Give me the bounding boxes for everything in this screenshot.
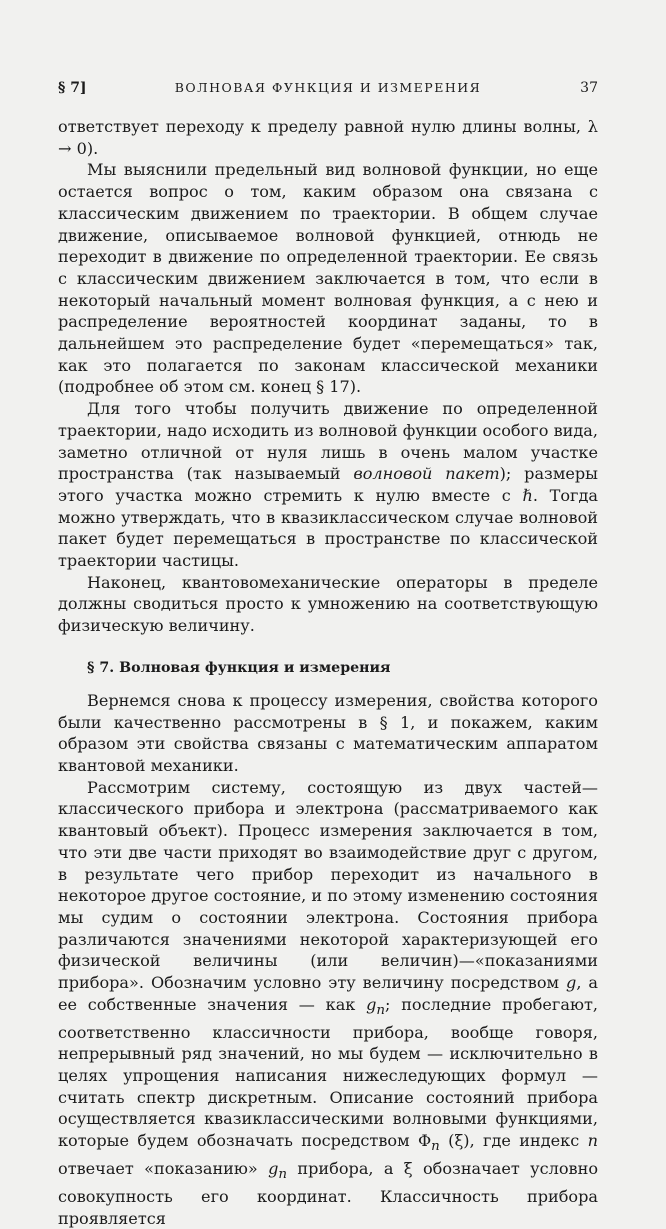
running-header <box>58 80 598 100</box>
page-number: 37 <box>580 80 598 96</box>
section-heading: § 7. Волновая функция и измерения <box>87 659 391 676</box>
page-body <box>58 116 598 1229</box>
paragraph: Наконец, квантовомеханические операторы в пределе должны сводиться просто к умножению на соответствующую физическую величину. <box>58 572 598 636</box>
header-title: ВОЛНОВАЯ ФУНКЦИЯ И ИЗМЕРЕНИЯ <box>174 80 482 95</box>
paragraph: Мы выяснили предельный вид волновой функции, но еще остается вопрос о том, каким образом она связана с классическим движением по траектории. В общем случае движение, описываемое волновой функцией, отнюдь не переходит в движение по определенной траектории. Ее связь с классическим движением заключается в том, что если в некоторый начальный момент волновая функция, а с нею и распределение вероятностей координат заданы, то в дальнейшем это распределение будет «перемещаться» так, как это полагается по законам классической механики (подробнее об этом см. конец § 17). <box>58 160 598 397</box>
paragraph: Для того чтобы получить движение по определенной траектории, надо исходить из волновой функции особого вида, заметно отличной от нуля лишь в очень малом участке пространства (так называемый волновой пакет); размеры этого участка можно стремить к нулю вместе с ℏ. Тогда можно утверждать, что в квазиклассическом случае волновой пакет будет перемещаться в пространстве по классической траектории частицы. <box>58 399 598 571</box>
term-wave-packet: волновой пакет <box>353 464 500 484</box>
paragraph: ответствует переходу к пределу равной нулю длины волны, λ → 0). <box>58 117 598 158</box>
paragraph: Вернемся снова к процессу измерения, свойства которого были качественно рассмотрены в § 1, и покажем, каким образом эти свойства связаны с математическим аппаратом квантовой механики. <box>58 690 598 775</box>
book-page <box>58 0 599 1228</box>
header-section-number: § 7] <box>58 80 87 96</box>
paragraph: Рассмотрим систему, состоящую из двух частей—классического прибора и электрона (рассматриваемого как квантовый объект). Процесс измерения заключается в том, что эти две части приходят во взаимодействие друг с другом, в результате чего прибор переходит из начального в некоторое другое состояние, и по этому изменению состояния мы судим о состоянии электрона. Состояния прибора различаются значениями некоторой характеризующей его физической величины (или величин)—«показаниями прибора». Обозначим условно эту величину посредством g, а ее собственные значения — как $g_n$; последние пробегают, соответственно классичности прибора, вообще говоря, непрерывный ряд значений, но мы будем — исключительно в целях упрощения написания нижеследующих формул — считать спектр дискретным. Описание состояний прибора осуществляется квазиклассическими волновыми функциями, которые будем обозначать посредством $\Phi_n$ (ξ), где индекс n отвечает «показанию» $g_n$ прибора, а ξ обозначает условно совокупность его координат. Классичность прибора проявляется <box>58 777 599 1228</box>
